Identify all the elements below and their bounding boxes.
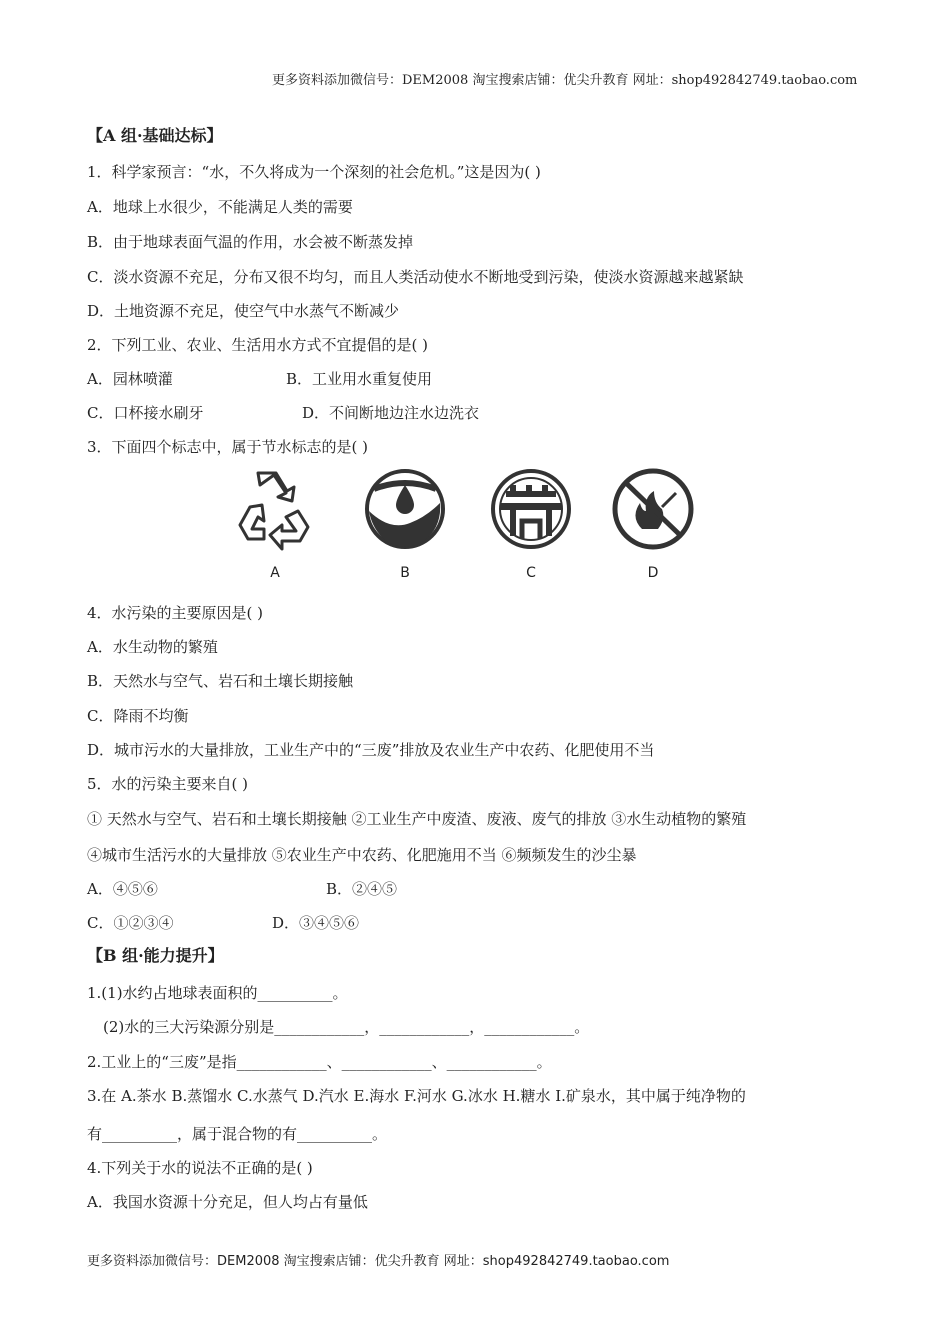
q2-option-a: A．园林喷灌 xyxy=(87,370,173,388)
q5-option-a: A．④⑤⑥ xyxy=(87,880,158,898)
q5-stem: 5．水的污染主要来自( ) xyxy=(87,775,249,793)
b2-line: 2.工业上的“三废”是指____________、____________、____________。 xyxy=(87,1053,552,1071)
q1-option-b: B．由于地球表面气温的作用，水会被不断蒸发掉 xyxy=(87,233,414,251)
q5-option-b: B．②④⑤ xyxy=(326,880,398,898)
q1-option-a: A．地球上水很少，不能满足人类的需要 xyxy=(87,198,353,216)
logo-b-label: B xyxy=(400,565,410,581)
water-drop-hand-icon xyxy=(360,467,450,557)
b3-line-1: 3.在 A.茶水 B.蒸馏水 C.水蒸气 D.汽水 E.海水 F.河水 G.冰水 H.糖水 I.矿泉水，其中属于纯净物的 xyxy=(87,1087,746,1105)
b1-line-2: (2)水的三大污染源分别是____________，____________，____________。 xyxy=(103,1018,590,1036)
q5-items-1: ① 天然水与空气、岩石和土壤长期接触 ②工业生产中废渣、废液、废气的排放 ③水生动植物的繁殖 xyxy=(87,810,747,828)
logo-c-building xyxy=(486,467,586,587)
q3-logos xyxy=(230,467,730,592)
b4-stem: 4.下列关于水的说法不正确的是( ) xyxy=(87,1159,313,1177)
q1-stem: 1．科学家预言：“水，不久将成为一个深刻的社会危机。”这是因为( ) xyxy=(87,163,541,181)
q4-option-c: C．降雨不均衡 xyxy=(87,707,189,725)
section-b-title: 【B 组·能力提升】 xyxy=(87,946,224,965)
q5-option-d: D．③④⑤⑥ xyxy=(272,914,360,932)
q1-option-d: D．土地资源不充足，使空气中水蒸气不断减少 xyxy=(87,302,400,320)
page-header: 更多资料添加微信号：DEM2008 淘宝搜索店铺：优尖升教育 网址：shop492842749.taobao.com xyxy=(272,73,858,88)
q4-option-b: B．天然水与空气、岩石和土壤长期接触 xyxy=(87,672,354,690)
q5-option-c: C．①②③④ xyxy=(87,914,174,932)
logo-d-label: D xyxy=(647,565,659,581)
b1-line-1: 1.(1)水约占地球表面积的__________。 xyxy=(87,984,348,1002)
section-a-title: 【A 组·基础达标】 xyxy=(87,126,223,145)
recycle-icon xyxy=(230,467,320,557)
logo-c-label: C xyxy=(526,565,536,581)
q2-option-d: D．不间断地边注水边洗衣 xyxy=(302,404,480,422)
logo-a-label: A xyxy=(270,565,280,581)
q4-stem: 4．水污染的主要原因是( ) xyxy=(87,604,264,622)
no-fire-icon xyxy=(608,467,698,557)
q2-option-b: B．工业用水重复使用 xyxy=(286,370,433,388)
building-icon xyxy=(486,467,576,557)
logo-d-no-fire xyxy=(608,467,708,587)
q2-stem: 2．下列工业、农业、生活用水方式不宜提倡的是( ) xyxy=(87,336,429,354)
logo-a-recycle xyxy=(230,467,330,587)
q4-option-a: A．水生动物的繁殖 xyxy=(87,638,218,656)
page-footer: 更多资料添加微信号：DEM2008 淘宝搜索店铺：优尖升教育 网址：shop492842749.taobao.com xyxy=(87,1254,670,1269)
q1-option-c: C．淡水资源不充足，分布又很不均匀，而且人类活动使水不断地受到污染，使淡水资源越来越紧缺 xyxy=(87,268,744,286)
q3-stem: 3．下面四个标志中，属于节水标志的是( ) xyxy=(87,438,369,456)
q5-items-2: ④城市生活污水的大量排放 ⑤农业生产中农药、化肥施用不当 ⑥频频发生的沙尘暴 xyxy=(87,846,637,864)
b4-option-a: A．我国水资源十分充足，但人均占有量低 xyxy=(87,1193,368,1211)
b3-line-2: 有__________，属于混合物的有__________。 xyxy=(87,1125,388,1143)
q4-option-d: D．城市污水的大量排放，工业生产中的“三废”排放及农业生产中农药、化肥使用不当 xyxy=(87,741,655,759)
logo-b-water-saving xyxy=(360,467,460,587)
q2-option-c: C．口杯接水刷牙 xyxy=(87,404,204,422)
